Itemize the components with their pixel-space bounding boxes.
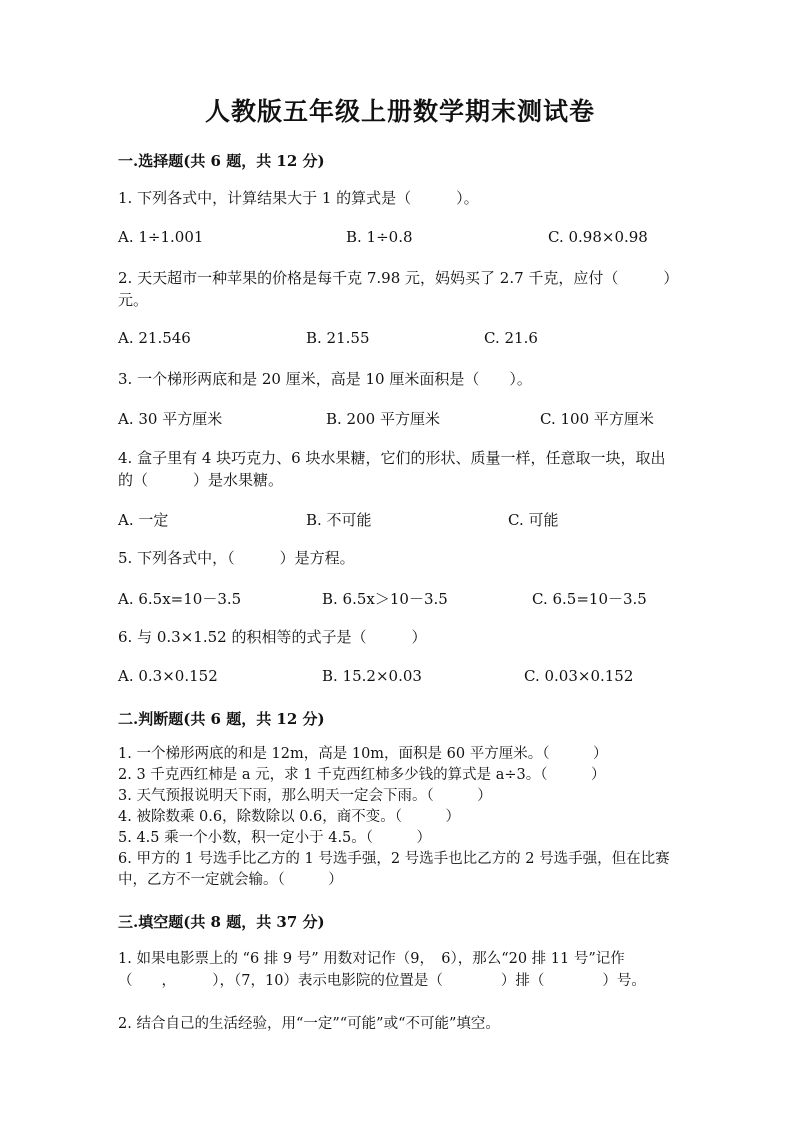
option-b: B. 200 平方厘米 [326,410,440,428]
question-text: 5. 下列各式中，（ ）是方程。 [118,549,355,567]
section-heading-fill-blank: 三.填空题(共 8 题，共 37 分) [118,913,325,931]
judgement-item: 4. 被除数乘 0.6，除数除以 0.6，商不变。（ ） [118,809,461,825]
option-b: B. 1÷0.8 [346,228,413,246]
judgement-item: 1. 一个梯形两底的和是 12m，高是 10m，面积是 60 平方厘米。（ ） [118,746,608,762]
option-a: A. 30 平方厘米 [118,410,223,428]
section-heading-choice: 一.选择题(共 6 题，共 12 分) [118,152,325,170]
option-a: A. 1÷1.001 [118,228,204,246]
option-c: C. 0.03×0.152 [524,667,634,685]
question-text: 3. 一个梯形两底和是 20 厘米，高是 10 厘米面积是（ ）。 [118,370,532,388]
judgement-item: 5. 4.5 乘一个小数，积一定小于 4.5。（ ） [118,830,432,846]
option-b: B. 15.2×0.03 [322,667,422,685]
page-title: 人教版五年级上册数学期末测试卷 [204,97,595,126]
option-c: C. 可能 [508,511,559,529]
judgement-item: 2. 3 千克西红柿是 a 元，求 1 千克西红柿多少钱的算式是 a÷3。（ ） [118,767,606,783]
judgement-item: 6. 甲方的 1 号选手比乙方的 1 号选手强，2 号选手也比乙方的 2 号选手强，但在比赛中，乙方不一定就会输。（ ） [118,851,670,888]
option-c: C. 21.6 [484,329,538,347]
option-a: A. 0.3×0.152 [118,667,218,685]
option-b: B. 6.5x＞10－3.5 [322,590,448,608]
question-text: 4. 盒子里有 4 块巧克力、6 块水果糖，它们的形状、质量一样，任意取一块，取出的（ ）是水果糖。 [118,449,666,489]
fill-blank-item: 1. 如果电影票上的 “6 排 9 号” 用数对记作（9， 6），那么“20 排 11 号”记作（ ， ），（7，10）表示电影院的位置是（ ）排（ ）号。 [118,951,646,989]
fill-blank-item: 2. 结合自己的生活经验，用“一定”“可能”或“不可能”填空。 [118,1016,500,1032]
judgement-item: 3. 天气预报说明天下雨，那么明天一定会下雨。（ ） [118,788,492,804]
option-a: A. 21.546 [118,329,191,347]
section-heading-judgement: 二.判断题(共 6 题，共 12 分) [118,710,325,728]
question-text: 2. 天天超市一种苹果的价格是每千克 7.98 元，妈妈买了 2.7 千克，应付（ ）元。 [118,269,671,309]
option-b: B. 不可能 [306,511,372,529]
option-a: A. 6.5x=10－3.5 [118,590,242,608]
option-c: C. 100 平方厘米 [540,410,654,428]
question-text: 1. 下列各式中，计算结果大于 1 的算式是（ ）。 [118,189,479,207]
question-text: 6. 与 0.3×1.52 的积相等的式子是（ ） [118,628,427,646]
option-c: C. 0.98×0.98 [548,228,648,246]
option-a: A. 一定 [118,511,169,529]
option-c: C. 6.5=10－3.5 [532,590,647,608]
option-b: B. 21.55 [306,329,370,347]
